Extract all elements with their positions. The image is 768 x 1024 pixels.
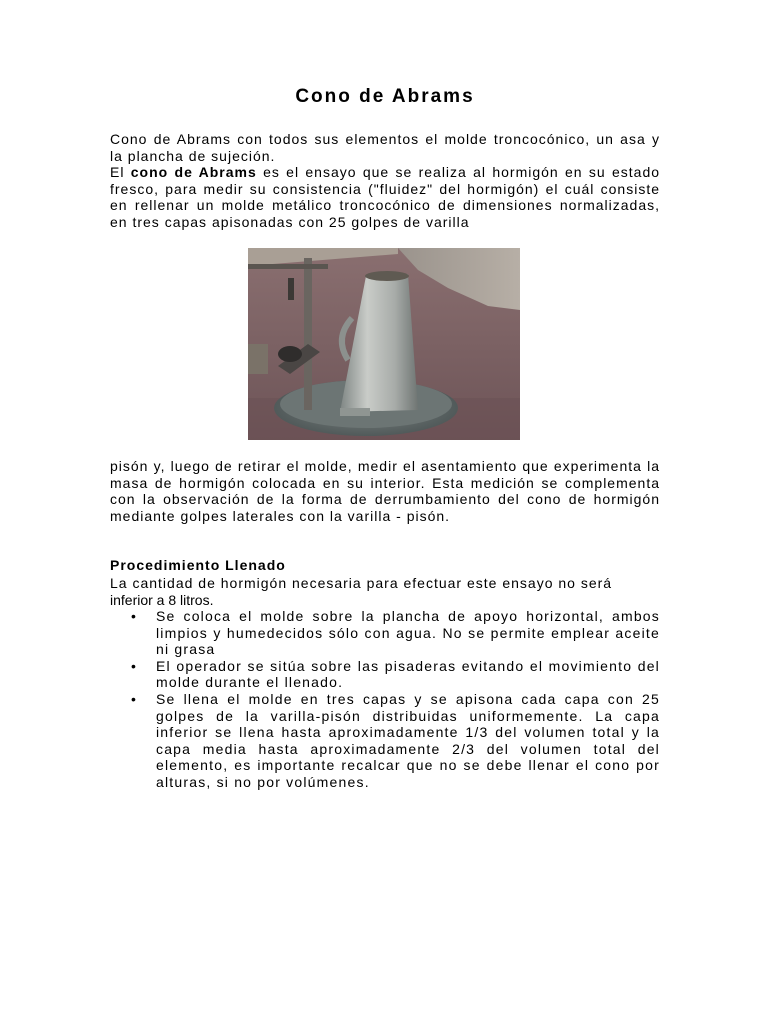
- page-title: Cono de Abrams: [295, 86, 475, 107]
- list-item: [110, 691, 660, 791]
- intro-rest: es el ensayo que se realiza al hormigón en su estado fresco, para medir su consistencia ("fluidez" del hormigón) el cuál consiste en rellenar un molde metálico troncocónico de dimensiones normalizadas, en tres capas apisonadas con 25 golpes de varilla: [110, 164, 661, 230]
- list-item: [110, 608, 660, 658]
- list-item-text: El operador se sitúa sobre las pisaderas evitando el movimiento del molde durante el llenado.: [156, 657, 660, 691]
- section-lead-line2: inferior a 8 litros.: [110, 591, 214, 608]
- intro-sentence: Cono de Abrams con todos sus elementos el molde troncocónico, un asa y la plancha de sujeción.: [110, 131, 660, 164]
- continuation-paragraph: pisón y, luego de retirar el molde, medir el asentamiento que experimenta la masa de hormigón colocada en su interior. Esta medición se complementa con la observación de la forma de derrumbamiento del cono de hormigón mediante golpes laterales con la varilla - pisón.: [110, 458, 660, 524]
- intro-prefix: El: [110, 164, 131, 181]
- intro-paragraph: [110, 131, 660, 231]
- bullet-icon: •: [131, 690, 138, 707]
- intro-bold-term: cono de Abrams: [130, 164, 257, 181]
- abrams-cone-photo: [248, 248, 520, 440]
- section-heading: Procedimiento Llenado: [110, 557, 286, 573]
- section-lead-line1: La cantidad de hormigón necesaria para efectuar este ensayo no será: [110, 575, 613, 591]
- bullet-icon: •: [131, 657, 138, 674]
- list-item-text: Se coloca el molde sobre la plancha de apoyo horizontal, ambos limpios y humedecidos sólo con agua. No se permite emplear aceite ni grasa: [156, 608, 660, 658]
- list-item-text: Se llena el molde en tres capas y se apisona cada capa con 25 golpes de la varilla-pisón distribuidas uniformemente. La capa inferior se llena hasta aproximadamente 1/3 del volumen total y la capa media hasta aproximadamente 2/3 del volumen total del elemento, es importante recalcar que no se debe llenar el cono por alturas, si no por volúmenes.: [156, 690, 660, 790]
- list-item: [110, 658, 660, 691]
- section-lead: [110, 575, 660, 608]
- bullet-icon: •: [131, 608, 138, 624]
- procedure-list: [110, 608, 660, 791]
